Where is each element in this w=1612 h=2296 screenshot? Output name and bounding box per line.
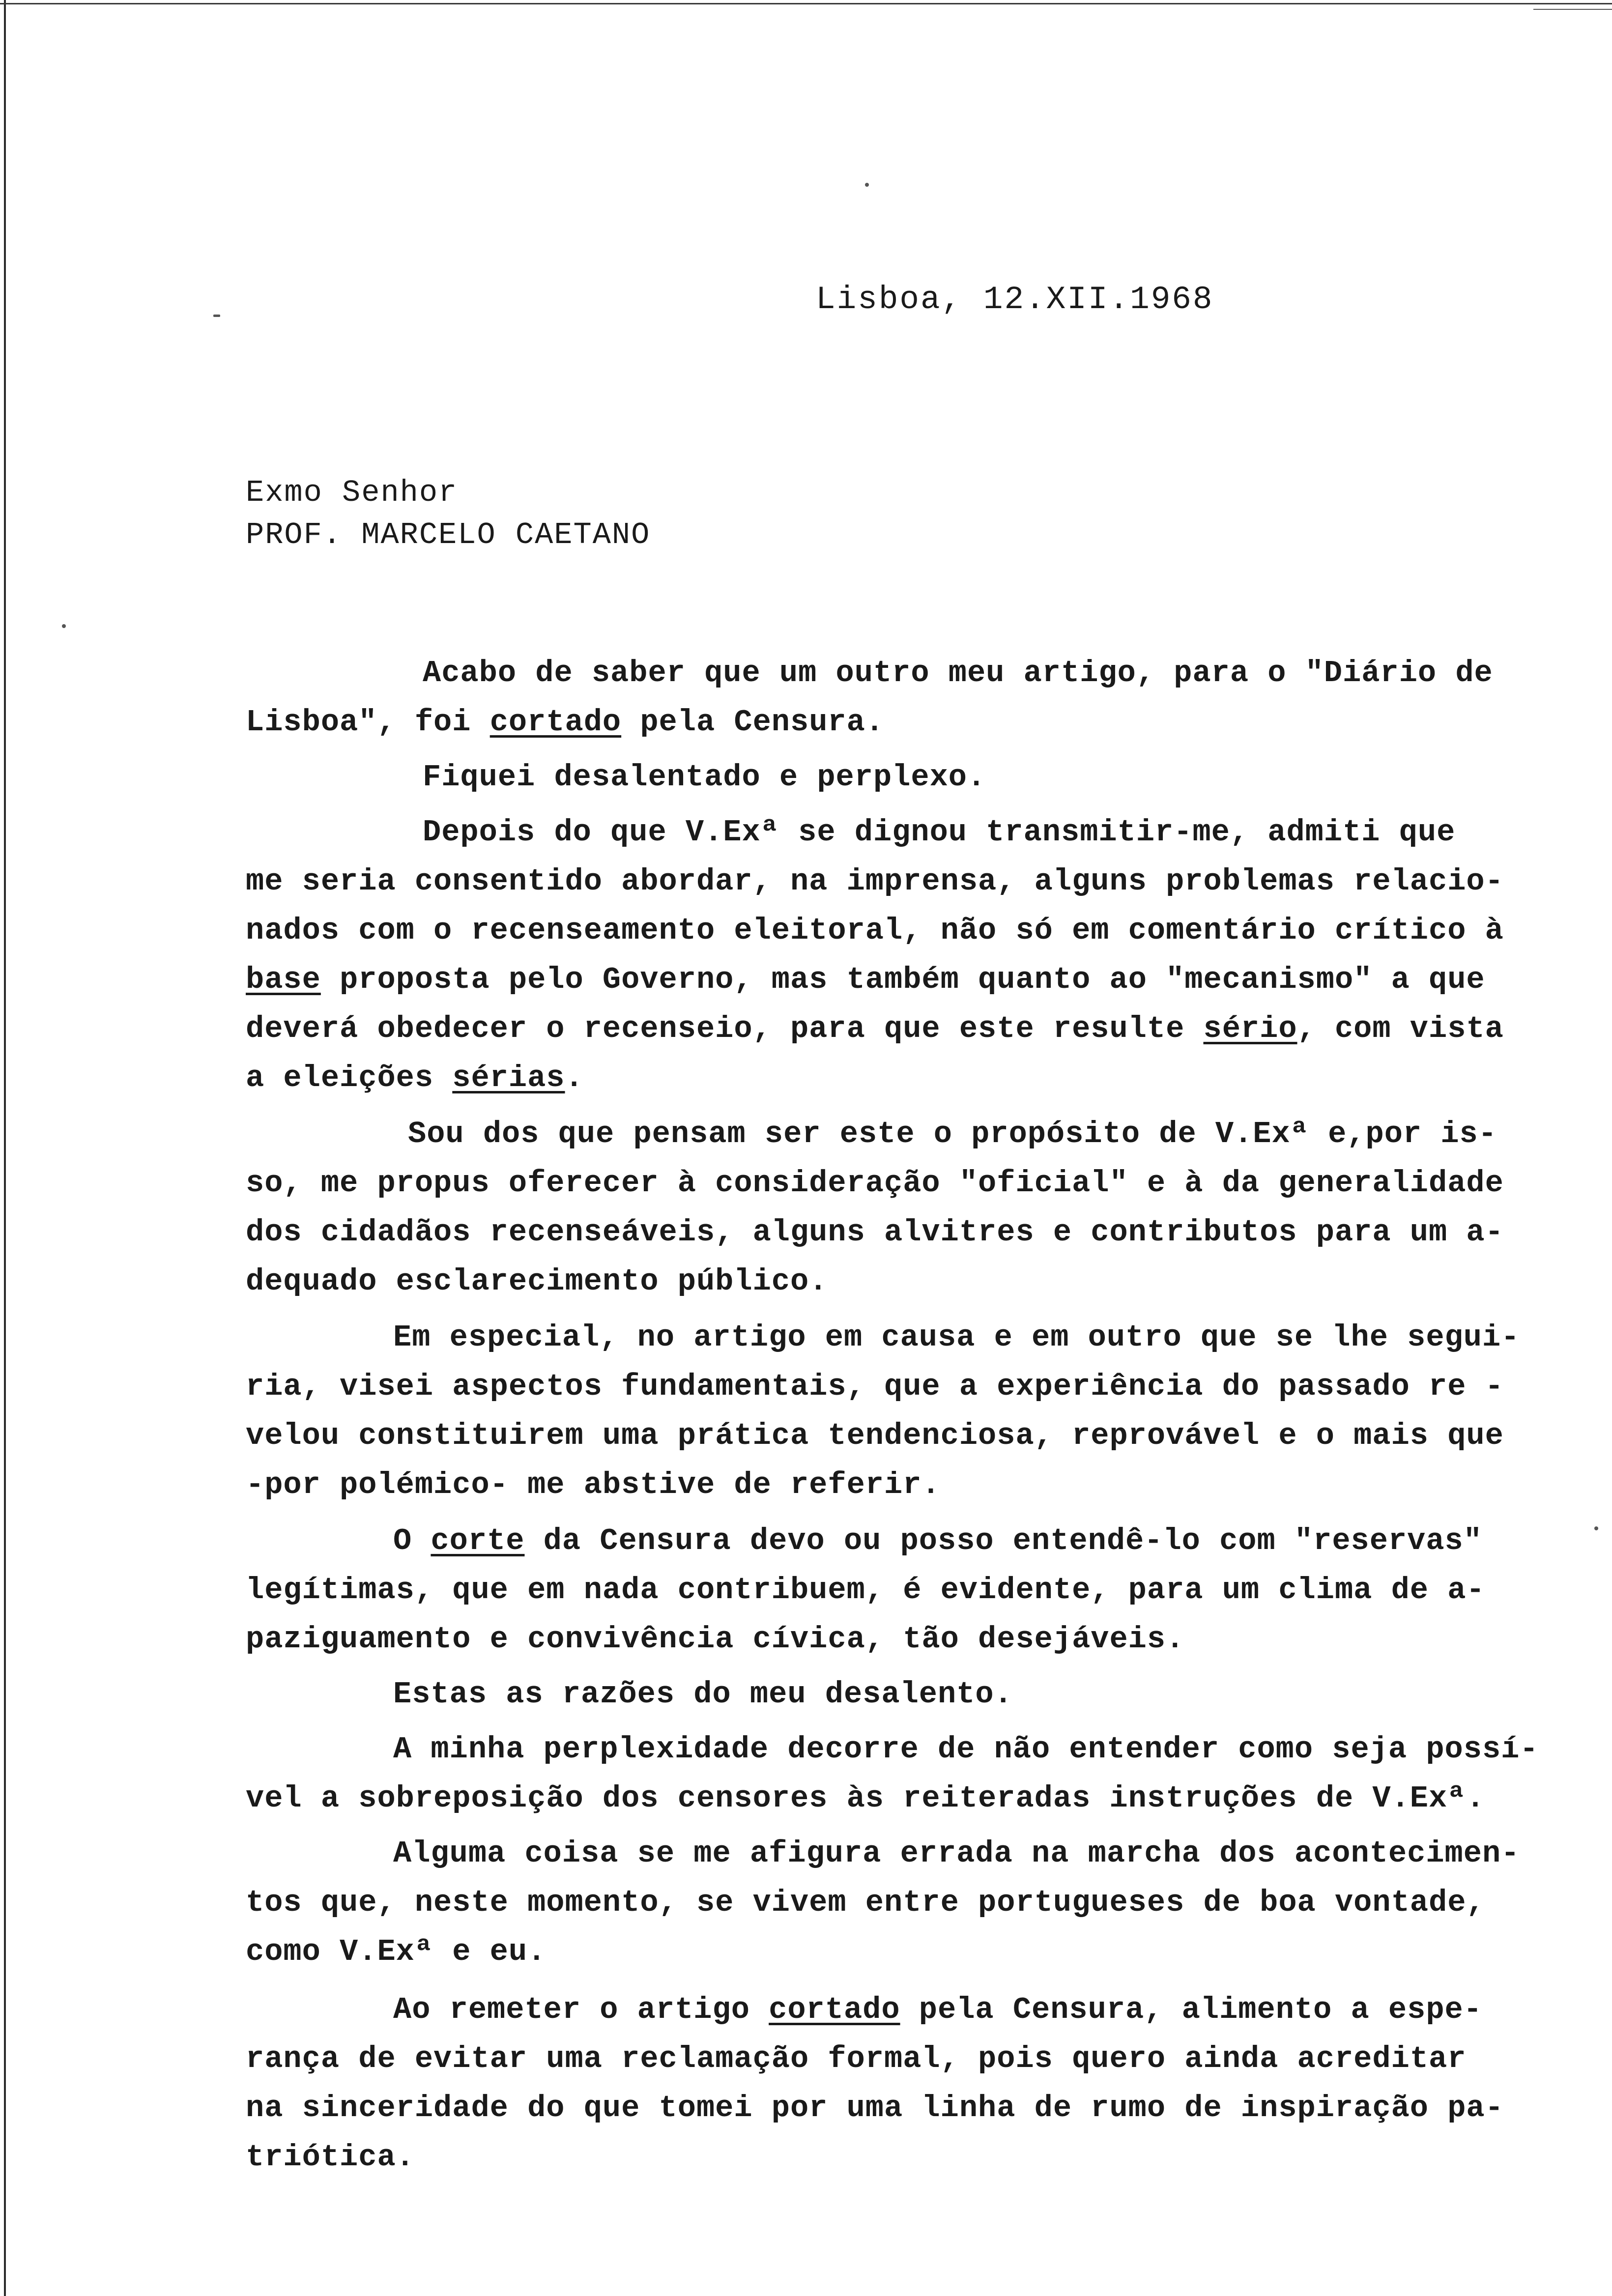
paragraph	[246, 1829, 1612, 1977]
underlined-word: sério	[1203, 1011, 1297, 1046]
text-line	[393, 1670, 1612, 1719]
text-line	[246, 1615, 1612, 1664]
speck-mark	[865, 183, 869, 187]
text-line	[246, 1878, 1612, 1927]
text-segment: paziguamento e convivência cívica, tão desejáveis.	[246, 1622, 1185, 1657]
text-segment: Acabo de saber que um outro meu artigo, para o "Diário de	[423, 656, 1493, 690]
text-segment: dequado esclarecimento público.	[246, 1264, 828, 1299]
paragraph	[246, 1725, 1612, 1823]
text-line	[246, 1461, 1612, 1510]
text-line	[246, 2035, 1612, 2084]
speck-mark	[62, 624, 66, 628]
text-segment: , com vista	[1297, 1011, 1504, 1046]
text-segment: pela Censura.	[621, 705, 885, 740]
text-segment: vel a sobreposição dos censores às reiteradas instruções de V.Exª.	[246, 1781, 1485, 1816]
paragraph	[246, 753, 1612, 802]
speck-mark	[213, 315, 220, 317]
page-left-edge	[4, 0, 6, 2296]
recipient-name: PROF. MARCELO CAETANO	[246, 517, 651, 552]
text-line	[246, 1362, 1612, 1411]
text-segment: como V.Exª e eu.	[246, 1934, 547, 1969]
text-segment: Ao remeter o artigo	[393, 1992, 769, 2027]
text-line	[246, 1004, 1612, 1054]
text-segment: O	[393, 1523, 431, 1558]
underlined-word: sérias	[452, 1061, 565, 1095]
text-segment: Estas as razões do meu desalento.	[393, 1677, 1013, 1712]
paragraph	[246, 808, 1612, 1103]
paragraph	[246, 1313, 1612, 1510]
text-segment: Fiquei desalentado e perplexo.	[423, 760, 986, 795]
text-segment: da Censura devo ou posso entendê-lo com "reservas"	[524, 1523, 1482, 1558]
text-segment: -por polémico- me abstive de referir.	[246, 1467, 941, 1502]
text-line	[246, 2133, 1612, 2182]
paragraph	[246, 649, 1612, 747]
text-segment: tos que, neste momento, se vivem entre portugueses de boa vontade,	[246, 1885, 1485, 1920]
text-line	[423, 649, 1612, 698]
text-segment: Sou dos que pensam ser este o propósito de V.Exª e,por is-	[408, 1117, 1497, 1151]
text-line	[246, 906, 1612, 955]
text-segment: pela Censura, alimento a espe-	[900, 1992, 1482, 2027]
paragraph	[246, 1985, 1612, 2182]
text-line	[246, 1566, 1612, 1615]
text-line	[246, 1411, 1612, 1461]
page-top-edge	[0, 3, 1612, 4]
text-line	[246, 1159, 1612, 1208]
text-line	[393, 1829, 1612, 1878]
address-block	[246, 472, 650, 556]
text-segment: ria, visei aspectos fundamentais, que a experiência do passado re -	[246, 1369, 1504, 1404]
underlined-word: cortado	[489, 705, 622, 740]
text-segment: Alguma coisa se me afigura errada na marcha dos acontecimen-	[393, 1836, 1520, 1871]
letter-date: Lisboa, 12.XII.1968	[816, 281, 1214, 318]
text-segment: me seria consentido abordar, na imprensa, alguns problemas relacio-	[246, 864, 1504, 899]
text-segment: na sinceridade do que tomei por uma linha de rumo de inspiração pa-	[246, 2091, 1504, 2125]
text-segment: so, me propus oferecer à consideração "oficial" e à da generalidade	[246, 1166, 1504, 1201]
text-segment: triótica.	[246, 2140, 415, 2175]
text-line	[246, 1927, 1612, 1977]
text-line	[246, 1208, 1612, 1257]
text-line	[246, 1257, 1612, 1306]
text-line	[393, 1985, 1612, 2035]
text-line	[246, 857, 1612, 906]
text-segment: Em especial, no artigo em causa e em outro que se lhe segui-	[393, 1320, 1520, 1355]
underlined-word: corte	[431, 1523, 525, 1558]
paragraph	[246, 1110, 1612, 1306]
text-segment: .	[565, 1061, 584, 1095]
letter-body	[246, 649, 1612, 2182]
text-line	[246, 2084, 1612, 2133]
text-segment: A minha perplexidade decorre de não entender como seja possí-	[393, 1732, 1539, 1767]
underlined-word: base	[246, 962, 321, 997]
text-segment: velou constituirem uma prática tendenciosa, reprovável e o mais que	[246, 1418, 1504, 1453]
text-segment: Depois do que V.Exª se dignou transmitir-me, admiti que	[423, 815, 1456, 850]
text-line	[423, 753, 1612, 802]
text-segment: deverá obedecer o recenseio, para que este resulte	[246, 1011, 1204, 1046]
text-line	[246, 698, 1612, 747]
text-segment: nados com o recenseamento eleitoral, não só em comentário crítico à	[246, 913, 1504, 948]
text-segment: dos cidadãos recenseáveis, alguns alvitres e contributos para um a-	[246, 1215, 1504, 1250]
text-line	[246, 1054, 1612, 1103]
text-segment: a eleições	[246, 1061, 453, 1095]
text-line	[423, 808, 1612, 857]
text-line	[393, 1725, 1612, 1774]
underlined-word: cortado	[769, 1992, 900, 2027]
salutation: Exmo Senhor	[246, 475, 458, 510]
text-line	[246, 955, 1612, 1004]
text-segment: Lisboa", foi	[246, 705, 490, 740]
text-segment: proposta pelo Governo, mas também quanto ao "mecanismo" a que	[320, 962, 1485, 997]
text-line	[246, 1774, 1612, 1823]
text-line	[408, 1110, 1612, 1159]
paragraph	[246, 1670, 1612, 1719]
page-top-right-edge	[1533, 9, 1612, 10]
text-line	[393, 1517, 1612, 1566]
text-line	[393, 1313, 1612, 1362]
text-segment: rança de evitar uma reclamação formal, pois quero ainda acreditar	[246, 2041, 1467, 2076]
text-segment: legítimas, que em nada contribuem, é evidente, para um clima de a-	[246, 1573, 1485, 1607]
paragraph	[246, 1517, 1612, 1664]
